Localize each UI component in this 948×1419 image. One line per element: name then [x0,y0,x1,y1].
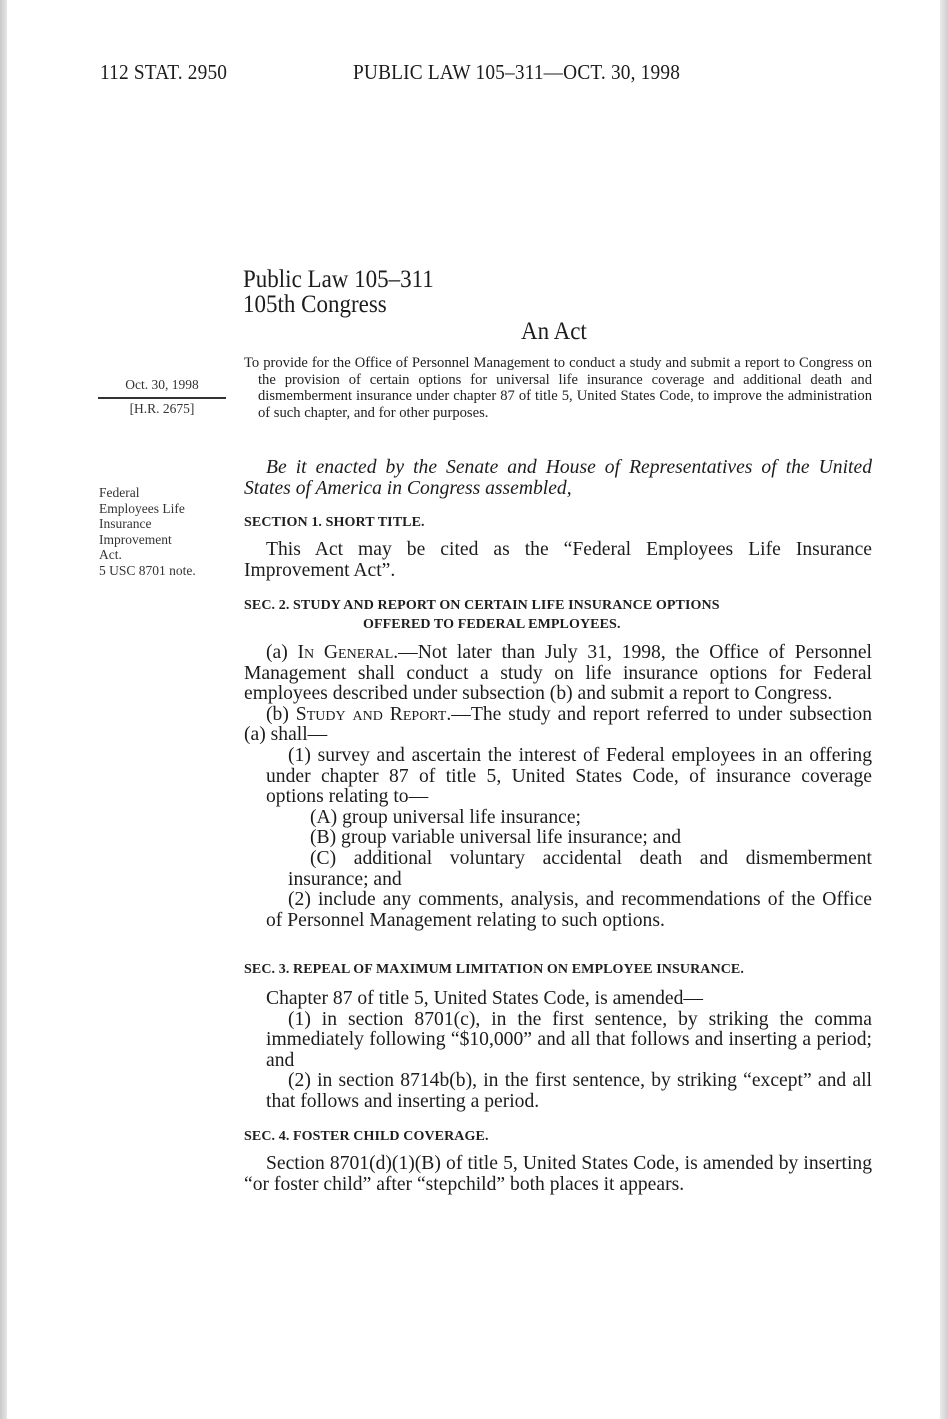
purpose-statement [244,355,872,421]
section-2-subparagraph-a: (A) group universal life insurance; [310,806,581,828]
section-3-heading: SEC. 3. REPEAL OF MAXIMUM LIMITATION ON EMPLOYEE INSURANCE. [244,962,744,977]
margin-date: Oct. 30, 1998 [125,377,199,392]
margin-note-line: 5 USC 8701 note. [99,562,196,578]
section-2-body [244,643,872,931]
section-2-heading-line2: OFFERED TO FEDERAL EMPLOYEES. [363,617,621,632]
congress-number: 105th Congress [243,291,387,318]
section-1-text: This Act may be cited as the “Federal Employees Life Insurance Improvement Act”. [244,539,872,581]
section-1-heading: SECTION 1. SHORT TITLE. [244,515,425,530]
section-2-subparagraph-b: (B) group variable universal life insurance; and [310,827,682,849]
section-2-subparagraph-c: (C) additional voluntary accidental death and dismemberment insurance; and [288,847,872,890]
purpose-text: To provide for the Office of Personnel Management to conduct a study and submit a report to Congress on the provision of certain options for universal life insurance coverage and additional death and dismemberment insurance under chapter 87 of title 5, United States Code, to improve the administration of such chapter, and for other purposes. [244,355,872,421]
section-2-heading-line1: SEC. 2. STUDY AND REPORT ON CERTAIN LIFE INSURANCE OPTIONS [244,598,720,613]
subsection-b-text: .—The study and report referred to under subsection (a) shall— [244,703,872,746]
section-3-body [244,989,872,1113]
subsection-a-text: .—Not later than July 31, 1998, the Office of Personnel Management shall conduct a study on life insurance options for Federal employees described under subsection (b) and submit a report to Congress. [244,642,872,705]
running-header-title: PUBLIC LAW 105–311—OCT. 30, 1998 [353,60,681,84]
subsection-b-label: (b) [266,703,296,725]
public-law-number: Public Law 105–311 [243,266,434,293]
section-2-subsection-b [244,705,872,746]
section-2-paragraph-2: (2) include any comments, analysis, and recommendations of the Office of Personnel Management relating to such options. [266,889,872,931]
enacting-clause [244,458,872,499]
subsection-a-caption: In General [297,642,394,663]
subsection-b-caption: Study and Report [295,703,447,725]
section-4-heading: SEC. 4. FOSTER CHILD COVERAGE. [244,1129,489,1144]
margin-bill-number: [H.R. 2675] [129,401,195,416]
scan-edge-right [940,0,948,1419]
section-3-paragraph-1: (1) in section 8701(c), in the first sentence, by striking the comma immediately following “$10,000” and all that follows and inserting a period; and [266,1008,872,1071]
subsection-a-label: (a) [266,642,298,663]
section-3-intro: Chapter 87 of title 5, United States Code, is amended— [266,988,703,1009]
margin-note-line: Federal [99,485,140,500]
section-4-body [244,1154,872,1195]
stat-page-number: 112 STAT. 2950 [100,60,228,84]
act-label: An Act [521,318,587,345]
section-3-paragraph-2: (2) in section 8714b(b), in the first sentence, by striking “except” and all that follows and inserting a period. [266,1070,872,1112]
enacting-clause-text: Be it enacted by the Senate and House of Representatives of the United States of America in Congress assembled, [244,457,872,499]
section-2-subsection-a [244,643,872,705]
margin-note-line: Improvement [99,531,172,547]
scan-edge-left [0,0,7,1419]
margin-note-line: Act. [99,547,122,562]
margin-short-title-note [99,485,229,578]
margin-note-line: Employees Life [99,500,185,516]
section-4-text: Section 8701(d)(1)(B) of title 5, United States Code, is amended by inserting “or foster child” after “stepchild” both places it appears. [244,1153,872,1195]
margin-divider [98,397,226,399]
section-2-paragraph-1: (1) survey and ascertain the interest of Federal employees in an offering under chapter 87 of title 5, United States Code, of insurance coverage options relating to— [266,744,872,808]
margin-note-line: Insurance [99,516,152,531]
section-1-body [244,540,872,581]
